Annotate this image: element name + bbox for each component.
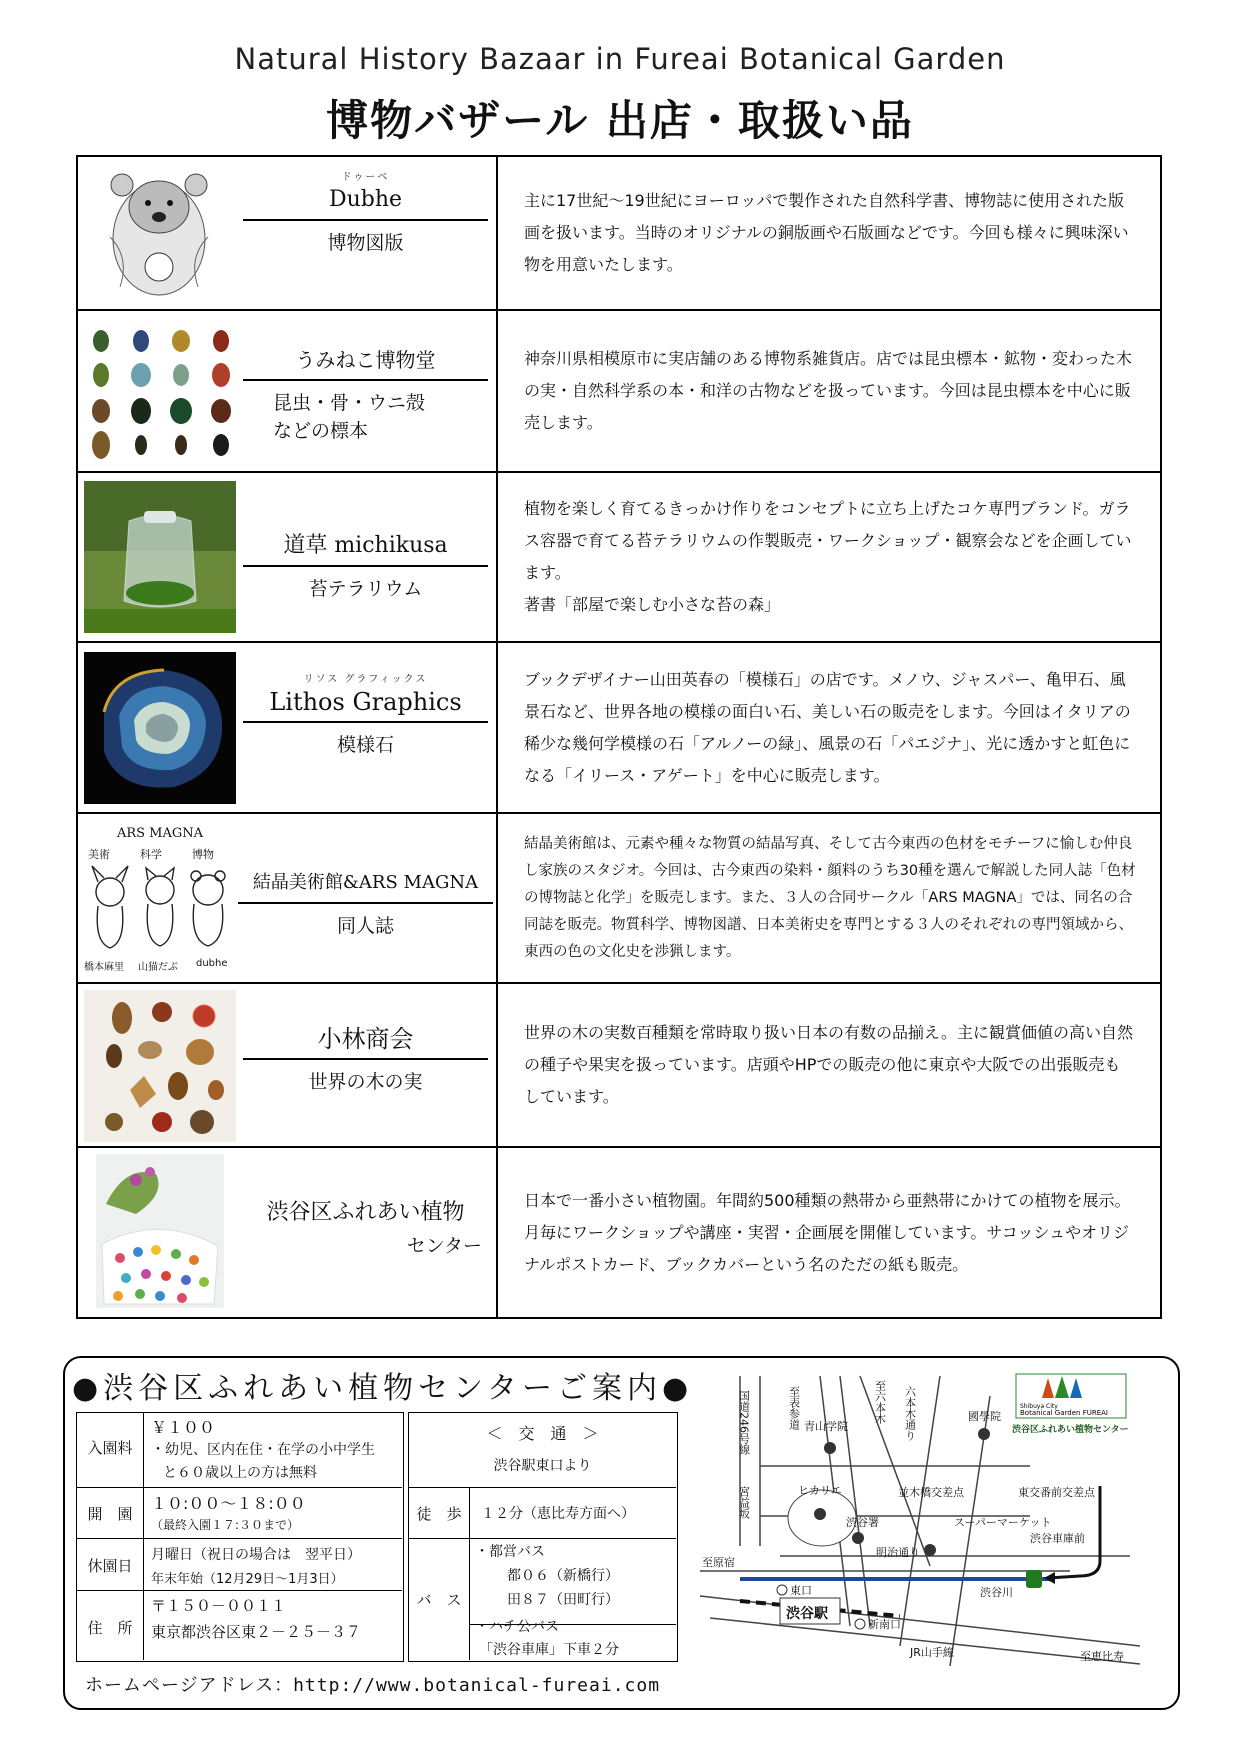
map-label: 六本木通り xyxy=(903,1386,917,1441)
walk-label: 徒 歩 xyxy=(416,1505,462,1523)
divider xyxy=(243,721,488,723)
bus-line: ・都営バス xyxy=(475,1544,545,1560)
vendor-name: Lithos Graphics xyxy=(269,688,462,716)
description-text: 世界の木の実数百種類を常時取り扱い日本の有数の品揃え。主に観賞価値の高い自然の種子や果実を扱っています。店頭やHPでの販売の他に東京や大阪での出張販売もしています。 xyxy=(524,1023,1133,1106)
map-label: 至表参道 xyxy=(787,1386,801,1430)
bus-line: ・ハチ公バス xyxy=(475,1619,559,1635)
address: 東京都渋谷区東２－２５－３７ xyxy=(151,1623,362,1641)
vendor-description xyxy=(498,311,1160,471)
vendor-name-block xyxy=(243,673,488,759)
admission-note: ・幼児、区内在住・在学の小中学生 xyxy=(151,1442,375,1458)
vendor-name: 結晶美術館&ARS MAGNA xyxy=(252,872,479,893)
vendor-left xyxy=(78,984,498,1146)
bus-line: 「渋谷車庫」下車２分 xyxy=(479,1642,619,1658)
hours-label: 開 園 xyxy=(87,1505,133,1523)
vendor-category: 同人誌 xyxy=(336,915,394,937)
map-label: 至恵比寿 xyxy=(1080,1650,1124,1663)
vendor-name-block xyxy=(243,531,488,603)
vendor-name-block xyxy=(243,1024,488,1096)
divider xyxy=(243,379,488,381)
access-sub: 渋谷駅東口より xyxy=(493,1458,592,1474)
illustration-name: dubhe xyxy=(196,958,228,969)
vendor-name-block xyxy=(243,1198,488,1260)
vendor-name: Dubhe xyxy=(328,187,403,212)
vendor-name-block xyxy=(243,345,488,445)
vendor-name: 小林商会 xyxy=(317,1025,414,1053)
closed-days: 月曜日（祝日の場合は 翌平日） xyxy=(151,1547,361,1563)
divider xyxy=(77,1590,402,1591)
map-label: 渋谷署 xyxy=(846,1516,879,1529)
opening-hours: １０:００〜１８:００ xyxy=(151,1494,306,1513)
divider xyxy=(469,1487,470,1660)
description-text: 著書「部屋で楽しむ小さな苔の森」 xyxy=(524,595,781,614)
sacoche-bag-image xyxy=(96,1154,224,1308)
map-label: JR山手線 xyxy=(910,1646,954,1659)
map-label: 國學院 xyxy=(968,1410,1001,1423)
map-label: 渋谷車庫前 xyxy=(1030,1532,1085,1545)
vendor-description xyxy=(498,473,1160,641)
zip-code: 〒１５０－００１１ xyxy=(151,1597,287,1615)
vendor-description xyxy=(498,984,1160,1146)
description-text: 日本で一番小さい植物園。年間約500種類の熱帯から亜熱帯にかけての植物を展示。月毎にワークショップや講座・実習・企画展を開催しています。サコッシュやオリジナルポストカード、ブックカバーという名のただの紙も販売。 xyxy=(524,1190,1131,1274)
vendor-left xyxy=(78,157,498,309)
info-table-left xyxy=(76,1412,404,1662)
illustration-title: ARS MAGNA xyxy=(116,826,204,841)
vendor-left xyxy=(78,643,498,812)
vendor-name: 道草 michikusa xyxy=(283,533,448,558)
vendor-name: 渋谷区ふれあい植物 xyxy=(266,1200,465,1225)
admission-label: 入園料 xyxy=(87,1439,133,1457)
nuts-seeds-image xyxy=(84,990,236,1142)
vendor-row xyxy=(78,157,1160,311)
access-map xyxy=(700,1366,1162,1678)
agate-stone-image xyxy=(84,652,236,804)
map-label: ヒカリエ xyxy=(798,1484,842,1497)
vendor-category: 昆虫・骨・ウニ殻 などの標本 xyxy=(273,392,426,442)
admission-price: ￥１００ xyxy=(151,1418,216,1437)
vendor-description xyxy=(498,157,1160,309)
map-label: 東交番前交差点 xyxy=(1018,1486,1095,1499)
map-label: 至原宿 xyxy=(702,1556,735,1569)
divider xyxy=(243,219,488,221)
map-label: 宮益坂 xyxy=(737,1486,751,1519)
divider xyxy=(77,1538,402,1539)
map-logo-caption: 渋谷区ふれあい植物センター xyxy=(1012,1425,1129,1435)
description-text: ブックデザイナー山田英春の「模様石」の店です。メノウ、ジャスパー、亀甲石、風景石など、世界各地の模様の面白い石、美しい石の販売をします。今回はイタリアの稀少な幾何学模様の石「アルノーの緑」、風景の石「パエジナ」、光に透かすと虹色になる「イリース・アゲート」を中心に販売します。 xyxy=(524,669,1131,785)
divider xyxy=(243,565,488,567)
vendor-row xyxy=(78,814,1160,984)
description-text: 植物を楽しく育てるきっかけ作りをコンセプトに立ち上げたコケ専門ブランド。ガラス容器で育てる苔テラリウムの作製販売・ワークショップ・観察会などを企画しています。 xyxy=(524,499,1132,582)
map-label: 至六本木 xyxy=(873,1380,887,1424)
admission-note: と６０歳以上の方は無料 xyxy=(163,1465,317,1481)
divider xyxy=(409,1487,676,1488)
vendor-row xyxy=(78,473,1160,643)
map-label: 渋谷川 xyxy=(980,1586,1013,1599)
map-label: 東口 xyxy=(790,1584,812,1597)
vendor-left xyxy=(78,311,498,471)
illustration-label: 美術 xyxy=(88,848,110,861)
bear-engraving-image xyxy=(100,167,218,299)
access-header: ＜ 交 通 ＞ xyxy=(486,1424,599,1443)
vendor-category: 世界の木の実 xyxy=(308,1071,423,1093)
info-table-right xyxy=(408,1412,678,1662)
illustration-name: 橋本麻里 xyxy=(84,962,124,973)
vendor-left xyxy=(78,814,498,982)
vendor-row xyxy=(78,1148,1160,1317)
vendor-name-block xyxy=(243,171,488,257)
page-title: 博物バザール 出店・取扱い品 xyxy=(326,96,914,145)
map-label: 並木橋交差点 xyxy=(898,1486,964,1499)
illustration-name: 山猫だぶ xyxy=(138,962,178,973)
description-text: 主に17世紀〜19世紀にヨーロッパで製作された自然科学書、博物誌に使用された版画を扱います。当時のオリジナルの銅版画や石版画などです。今回も様々に興味深い物を用意いたします。 xyxy=(524,191,1129,274)
map-logo-small: Shibuya City xyxy=(1020,1403,1058,1410)
divider xyxy=(238,902,493,904)
hours-note: （最終入園１７:３０まで） xyxy=(151,1518,300,1532)
title-english: Natural History Bazaar in Fureai Botanical Garden xyxy=(234,42,1006,76)
description-text: 神奈川県相模原市に実店舗のある博物系雑貨店。店では昆虫標本・鉱物・変わった木の実・自然科学系の本・和洋の古物などを扱っています。今回は昆虫標本を中心に販売します。 xyxy=(524,349,1132,432)
bus-label: バ ス xyxy=(416,1591,462,1609)
ars-magna-illustration xyxy=(84,826,236,976)
vendor-name-block xyxy=(238,868,493,940)
vendor-description xyxy=(498,814,1160,982)
cartoon-animals-drawing xyxy=(84,862,236,954)
bus-line: 都０６（新橋行） xyxy=(507,1568,619,1584)
map-label: 新南口 xyxy=(868,1618,901,1631)
vendor-row xyxy=(78,984,1160,1148)
vendor-row xyxy=(78,311,1160,473)
vendor-category: 博物図版 xyxy=(327,232,404,254)
vendor-category: 苔テラリウム xyxy=(308,578,423,600)
illustration-label: 科学 xyxy=(140,848,162,861)
vendor-table xyxy=(76,155,1162,1319)
closed-days: 年末年始（12月29日〜1月3日） xyxy=(151,1572,344,1587)
bus-line: 田８７（田町行） xyxy=(507,1592,619,1608)
vendor-ruby: ドゥーベ xyxy=(341,172,390,183)
moss-terrarium-image xyxy=(84,481,236,633)
insect-specimens-image xyxy=(86,323,236,463)
homepage-address: ホームページアドレス：http://www.botanical-fureai.com xyxy=(85,1675,661,1696)
map-label: 国道246号線 xyxy=(737,1390,751,1455)
closed-label: 休園日 xyxy=(87,1557,133,1575)
map-label: 明治通り xyxy=(876,1546,920,1559)
illustration-label: 博物 xyxy=(192,848,214,861)
vendor-description xyxy=(498,1148,1160,1317)
vendor-left xyxy=(78,473,498,641)
vendor-row xyxy=(78,643,1160,814)
vendor-left xyxy=(78,1148,498,1317)
walk-time: １２分（恵比寿方面へ） xyxy=(481,1506,635,1522)
info-title: ●渋谷区ふれあい植物センターご案内● xyxy=(72,1371,694,1406)
vendor-ruby: リソス グラフィックス xyxy=(303,674,428,685)
map-label: 青山学院 xyxy=(804,1420,848,1433)
description-text: 結晶美術館は、元素や種々な物質の結晶写真、そして古今東西の色材をモチーフに愉しむ仲良し家族のスタジオ。今回は、古今東西の染料・顔料のうち30種を選んで解説した同人誌「色材の博物誌と化学」を販売します。また、３人の合同サークル「ARS MAGNA」では、同名の合同誌を販売。物質科学、博物図譜、日本美術史を専門とする３人のそれぞれの専門領域から、東西の色の文化史を渉猟します。 xyxy=(524,835,1136,960)
vendor-category: センター xyxy=(406,1235,482,1257)
vendor-description xyxy=(498,643,1160,812)
vendor-name: うみねこ博物堂 xyxy=(295,348,436,372)
divider xyxy=(409,1538,676,1539)
divider xyxy=(243,1058,488,1060)
map-label: スーパーマーケット xyxy=(954,1516,1052,1529)
map-logo-main: Botanical Garden FUREAI xyxy=(1020,1409,1108,1417)
divider xyxy=(77,1487,402,1488)
address-label: 住 所 xyxy=(87,1619,133,1637)
vendor-category: 模様石 xyxy=(336,734,394,756)
divider xyxy=(143,1413,144,1660)
map-label: 渋谷駅 xyxy=(786,1606,828,1622)
